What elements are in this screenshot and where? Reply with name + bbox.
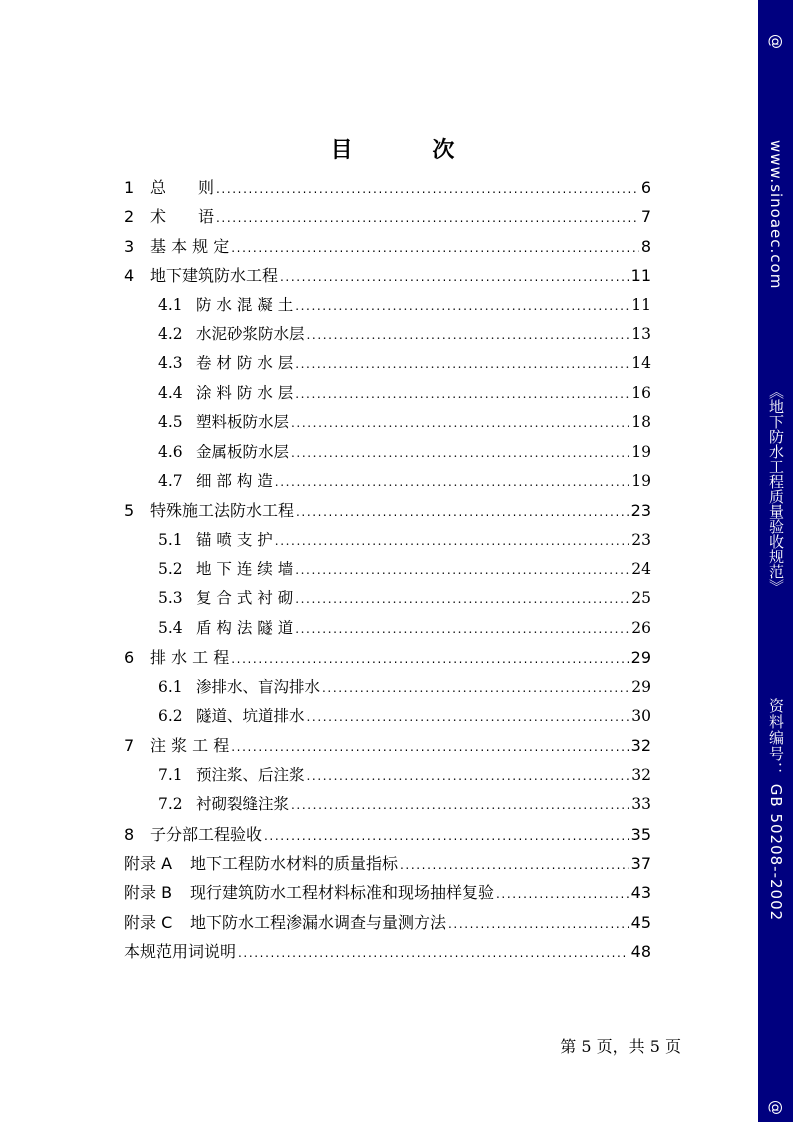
toc-entry[interactable]: [124, 173, 651, 202]
toc-leader-dots: [307, 321, 630, 350]
toc-leader-dots: [295, 292, 629, 321]
toc-entry[interactable]: [124, 408, 651, 437]
toc-leader-dots: [275, 527, 629, 556]
toc-entry-label: 隧道、坑道排水: [196, 707, 305, 726]
page-footer: 第 5 页，共 5 页: [560, 1037, 681, 1056]
toc-entry[interactable]: [124, 526, 651, 555]
toc-entry-label: 术 语: [150, 207, 215, 227]
toc-leader-dots: [280, 263, 629, 292]
toc-entry[interactable]: [124, 908, 651, 937]
toc-leader-dots: [291, 439, 629, 468]
banner-website-url: www.sinoaec.com: [767, 140, 785, 290]
toc-entry-page-number: 35: [630, 824, 651, 844]
toc-entry-page-number: 29: [630, 648, 651, 668]
toc-entry-page-number: 11: [630, 266, 651, 286]
toc-entry-label: 预注浆、后注浆: [196, 765, 305, 784]
toc-entry-number: 5.4: [158, 618, 183, 637]
toc-entry-label: 排 水 工 程: [150, 648, 230, 668]
toc-leader-dots: [264, 822, 629, 851]
toc-leader-dots: [295, 350, 629, 379]
toc-entry-page-number: 8: [640, 236, 651, 256]
banner-at-symbol-bottom: @: [767, 1100, 785, 1115]
toc-leader-dots: [238, 939, 629, 968]
banner-document-code: 资料编号： GB 50208--2002: [767, 698, 785, 922]
table-of-contents: [124, 173, 651, 967]
toc-entry-number: 8: [124, 824, 135, 844]
toc-entry-label: 子分部工程验收: [150, 824, 263, 844]
toc-entry-label: 盾 构 法 隧 道: [196, 618, 294, 637]
toc-leader-dots: [295, 585, 629, 614]
toc-entry-label: 地下防水工程渗漏水调查与量测方法: [190, 912, 447, 932]
toc-entry[interactable]: [124, 761, 651, 790]
toc-entry-label: 基 本 规 定: [150, 236, 230, 256]
toc-entry-number: 6.1: [158, 677, 183, 696]
toc-entry-number: 4.5: [158, 413, 183, 432]
toc-entry-page-number: 26: [631, 618, 651, 637]
toc-leader-dots: [295, 615, 629, 644]
toc-entry[interactable]: [124, 584, 651, 613]
toc-entry[interactable]: [124, 731, 651, 760]
toc-entry-page-number: 19: [631, 442, 651, 461]
toc-leader-dots: [231, 234, 639, 263]
toc-entry-page-number: 32: [630, 736, 651, 756]
toc-entry-label: 注 浆 工 程: [150, 736, 230, 756]
toc-entry[interactable]: [124, 202, 651, 231]
toc-leader-dots: [295, 556, 629, 585]
toc-entry-number: 7.1: [158, 765, 183, 784]
toc-entry-page-number: 23: [630, 501, 651, 521]
banner-document-title: 《地下防水工程质量验收规范》: [767, 384, 785, 594]
toc-leader-dots: [295, 380, 629, 409]
toc-entry-number: 附录 A: [124, 853, 173, 873]
toc-entry-number: 7: [124, 736, 135, 756]
toc-entry-number: 6.2: [158, 707, 183, 726]
toc-entry-page-number: 13: [631, 324, 651, 343]
toc-entry[interactable]: [124, 614, 651, 643]
toc-entry[interactable]: [124, 291, 651, 320]
toc-entry[interactable]: [124, 438, 651, 467]
toc-entry-label: 卷 材 防 水 层: [196, 354, 294, 373]
toc-entry-number: 2: [124, 207, 135, 227]
toc-leader-dots: [231, 733, 628, 762]
toc-entry-page-number: 45: [630, 912, 651, 932]
toc-leader-dots: [216, 204, 639, 233]
toc-entry-page-number: 48: [630, 942, 651, 962]
toc-entry-number: 3: [124, 236, 135, 256]
toc-entry-label: 涂 料 防 水 层: [196, 383, 294, 402]
toc-entry-label: 现行建筑防水工程材料标准和现场抽样复验: [190, 883, 495, 903]
toc-entry[interactable]: [124, 937, 651, 966]
toc-leader-dots: [448, 910, 629, 939]
toc-entry[interactable]: [124, 261, 651, 290]
toc-entry-label: 复 合 式 衬 砌: [196, 589, 294, 608]
toc-entry[interactable]: [124, 643, 651, 672]
toc-entry-number: 4.2: [158, 324, 183, 343]
toc-entry[interactable]: [124, 820, 651, 849]
toc-entry-page-number: 14: [631, 354, 651, 373]
toc-leader-dots: [400, 851, 629, 880]
toc-entry-page-number: 25: [631, 589, 651, 608]
toc-entry-page-number: 16: [631, 383, 651, 402]
toc-entry-page-number: 29: [631, 677, 651, 696]
toc-entry-page-number: 37: [630, 853, 651, 873]
toc-leader-dots: [307, 762, 630, 791]
toc-entry-number: 附录 C: [124, 912, 173, 932]
toc-entry[interactable]: [124, 673, 651, 702]
toc-entry-label: 地 下 连 续 墙: [196, 560, 294, 579]
toc-entry-number: 6: [124, 648, 135, 668]
toc-entry-label: 渗排水、盲沟排水: [196, 677, 321, 696]
toc-entry[interactable]: [124, 467, 651, 496]
toc-entry-page-number: 24: [631, 560, 651, 579]
toc-entry-number: 7.2: [158, 795, 183, 814]
toc-entry[interactable]: [124, 496, 651, 525]
toc-entry-label: 金属板防水层: [196, 442, 290, 461]
toc-leader-dots: [216, 175, 639, 204]
toc-entry-number: 4.7: [158, 471, 183, 490]
toc-heading: 目 次: [330, 137, 491, 163]
toc-entry[interactable]: [124, 379, 651, 408]
toc-entry-page-number: 23: [631, 530, 651, 549]
toc-entry-number: 4: [124, 266, 135, 286]
toc-leader-dots: [307, 703, 630, 732]
toc-entry-page-number: 33: [631, 795, 651, 814]
toc-entry-label: 衬砌裂缝注浆: [196, 795, 290, 814]
toc-entry-label: 特殊施工法防水工程: [150, 501, 295, 521]
toc-entry-label: 锚 喷 支 护: [196, 530, 273, 549]
toc-entry-label: 地下工程防水材料的质量指标: [190, 853, 399, 873]
toc-entry-number: 5.1: [158, 530, 183, 549]
toc-entry-page-number: 18: [631, 413, 651, 432]
toc-leader-dots: [291, 409, 629, 438]
toc-entry-label: 塑料板防水层: [196, 413, 290, 432]
banner-at-symbol-top: @: [767, 34, 785, 49]
side-banner: [758, 0, 793, 1122]
toc-entry-number: 5.2: [158, 560, 183, 579]
toc-leader-dots: [291, 791, 629, 820]
toc-entry-page-number: 6: [640, 178, 651, 197]
toc-leader-dots: [322, 674, 629, 703]
toc-entry-page-number: 30: [631, 707, 651, 726]
toc-leader-dots: [496, 880, 629, 909]
toc-entry[interactable]: [124, 790, 651, 819]
toc-entry[interactable]: [124, 555, 651, 584]
toc-entry-label: 地下建筑防水工程: [150, 266, 279, 286]
toc-entry-page-number: 19: [631, 471, 651, 490]
toc-entry-number: 4.6: [158, 442, 183, 461]
toc-entry-number: 4.4: [158, 383, 183, 402]
toc-entry-label: 水泥砂浆防水层: [196, 324, 305, 343]
toc-leader-dots: [231, 645, 628, 674]
toc-entry-number: 1: [124, 178, 135, 197]
toc-entry-page-number: 7: [640, 207, 651, 227]
toc-entry-number: 5: [124, 501, 135, 521]
toc-entry[interactable]: [124, 232, 651, 261]
toc-entry-label: 防 水 混 凝 土: [196, 295, 294, 314]
toc-entry-label: 总 则: [150, 178, 215, 197]
toc-entry-page-number: 32: [631, 765, 651, 784]
toc-entry-number: 4.3: [158, 354, 183, 373]
toc-entry[interactable]: [124, 349, 651, 378]
toc-entry-label: 细 部 构 造: [196, 471, 273, 490]
toc-entry[interactable]: [124, 849, 651, 878]
toc-entry[interactable]: [124, 878, 651, 907]
toc-entry-label: 本规范用词说明: [124, 942, 237, 962]
toc-entry-number: 4.1: [158, 295, 183, 314]
toc-entry[interactable]: [124, 702, 651, 731]
toc-leader-dots: [275, 468, 629, 497]
toc-entry-page-number: 43: [630, 883, 651, 903]
toc-entry-number: 附录 B: [124, 883, 173, 903]
toc-entry-page-number: 11: [631, 295, 651, 314]
toc-entry[interactable]: [124, 320, 651, 349]
toc-entry-number: 5.3: [158, 589, 183, 608]
toc-leader-dots: [296, 498, 629, 527]
